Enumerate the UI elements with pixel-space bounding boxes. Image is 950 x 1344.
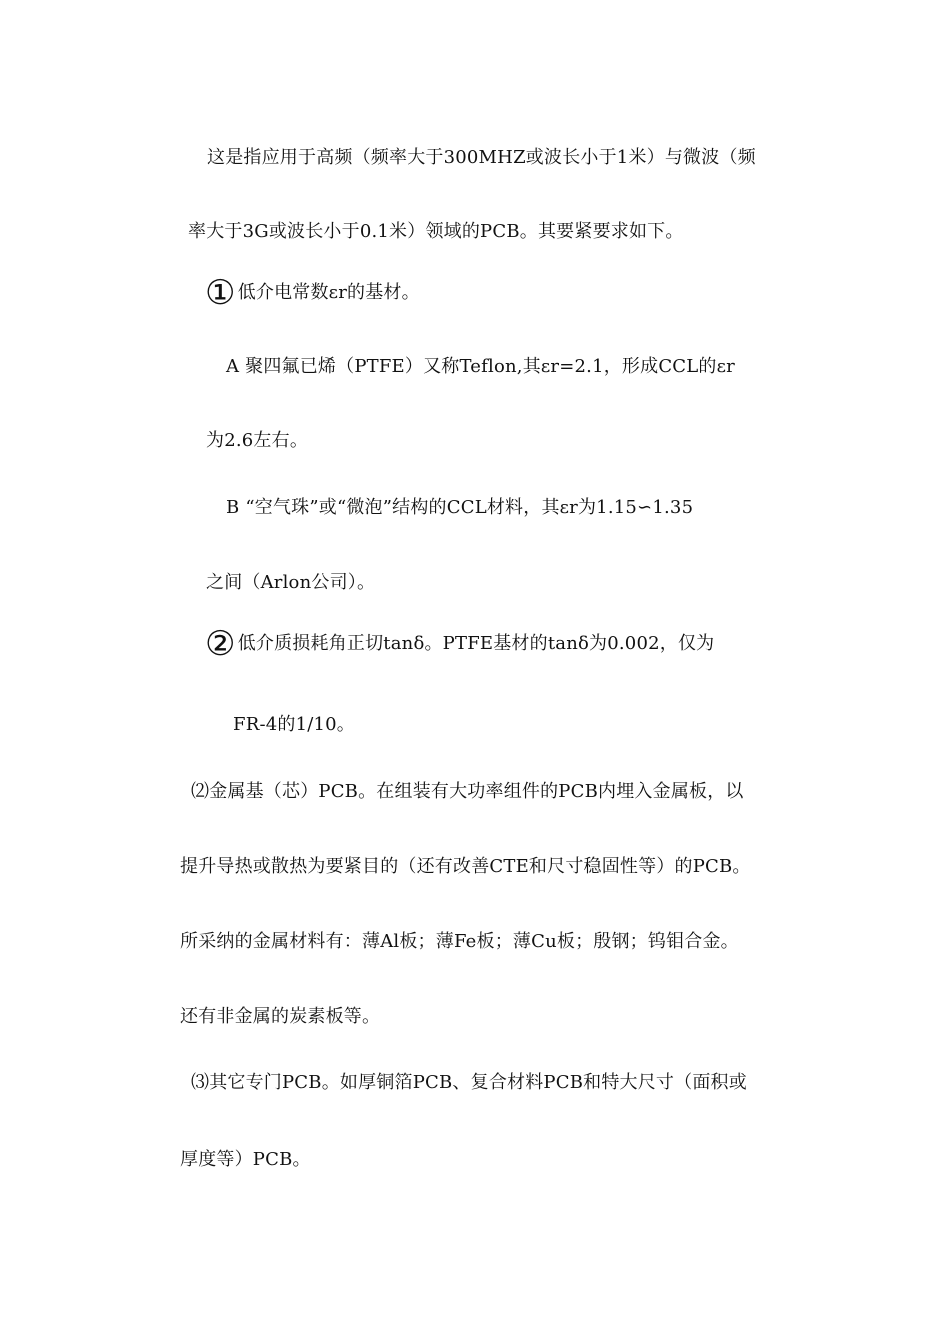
section-2-line-4: 还有非金属的炭素板等。 [180, 1006, 381, 1027]
section-2-line-2: 提升导热或散热为要紧目的（还有改善CTE和尺寸稳固性等）的PCB。 [180, 856, 751, 877]
section-3-line-1: ⑶其它专门PCB。如厚铜箔PCB、复合材料PCB和特大尺寸（面积或 [191, 1072, 747, 1093]
item-1-text: 低介电常数εr的基材。 [237, 282, 420, 303]
intro-line-1: 这是指应用于高频（频率大于300MHZ或波长小于1米）与微波（频 [207, 147, 756, 168]
section-2-line-3: 所采纳的金属材料有：薄Al板；薄Fe板；薄Cu板；殷钢；钨钼合金。 [180, 931, 739, 952]
item-2 [205, 624, 715, 664]
intro-line-2: 率大于3G或波长小于0.1米）领域的PCB。其要紧要求如下。 [188, 221, 684, 242]
item-1 [205, 273, 420, 313]
circled-number-1: ① [205, 273, 236, 313]
item-2-text: 低介质损耗角正切tanδ。PTFE基材的tanδ为0.002，仅为 [237, 633, 715, 654]
item-1-sub-b-line-1: B “空气珠”或“微泡”结构的CCL材料，其εr为1.15∽1.35 [226, 497, 694, 518]
section-2-line-1: ⑵金属基（芯）PCB。在组装有大功率组件的PCB内埋入金属板，以 [191, 781, 744, 802]
circled-number-2: ② [205, 624, 236, 664]
section-3-line-2: 厚度等）PCB。 [180, 1149, 311, 1170]
item-1-sub-b-line-2: 之间（Arlon公司）。 [206, 572, 376, 593]
item-1-sub-a-line-2: 为2.6左右。 [206, 430, 309, 451]
item-1-sub-a-line-1: A 聚四氟已烯（PTFE）又称Teflon,其εr=2.1，形成CCL的εr [226, 356, 735, 377]
item-2-line-2: FR-4的1/10。 [233, 714, 355, 735]
